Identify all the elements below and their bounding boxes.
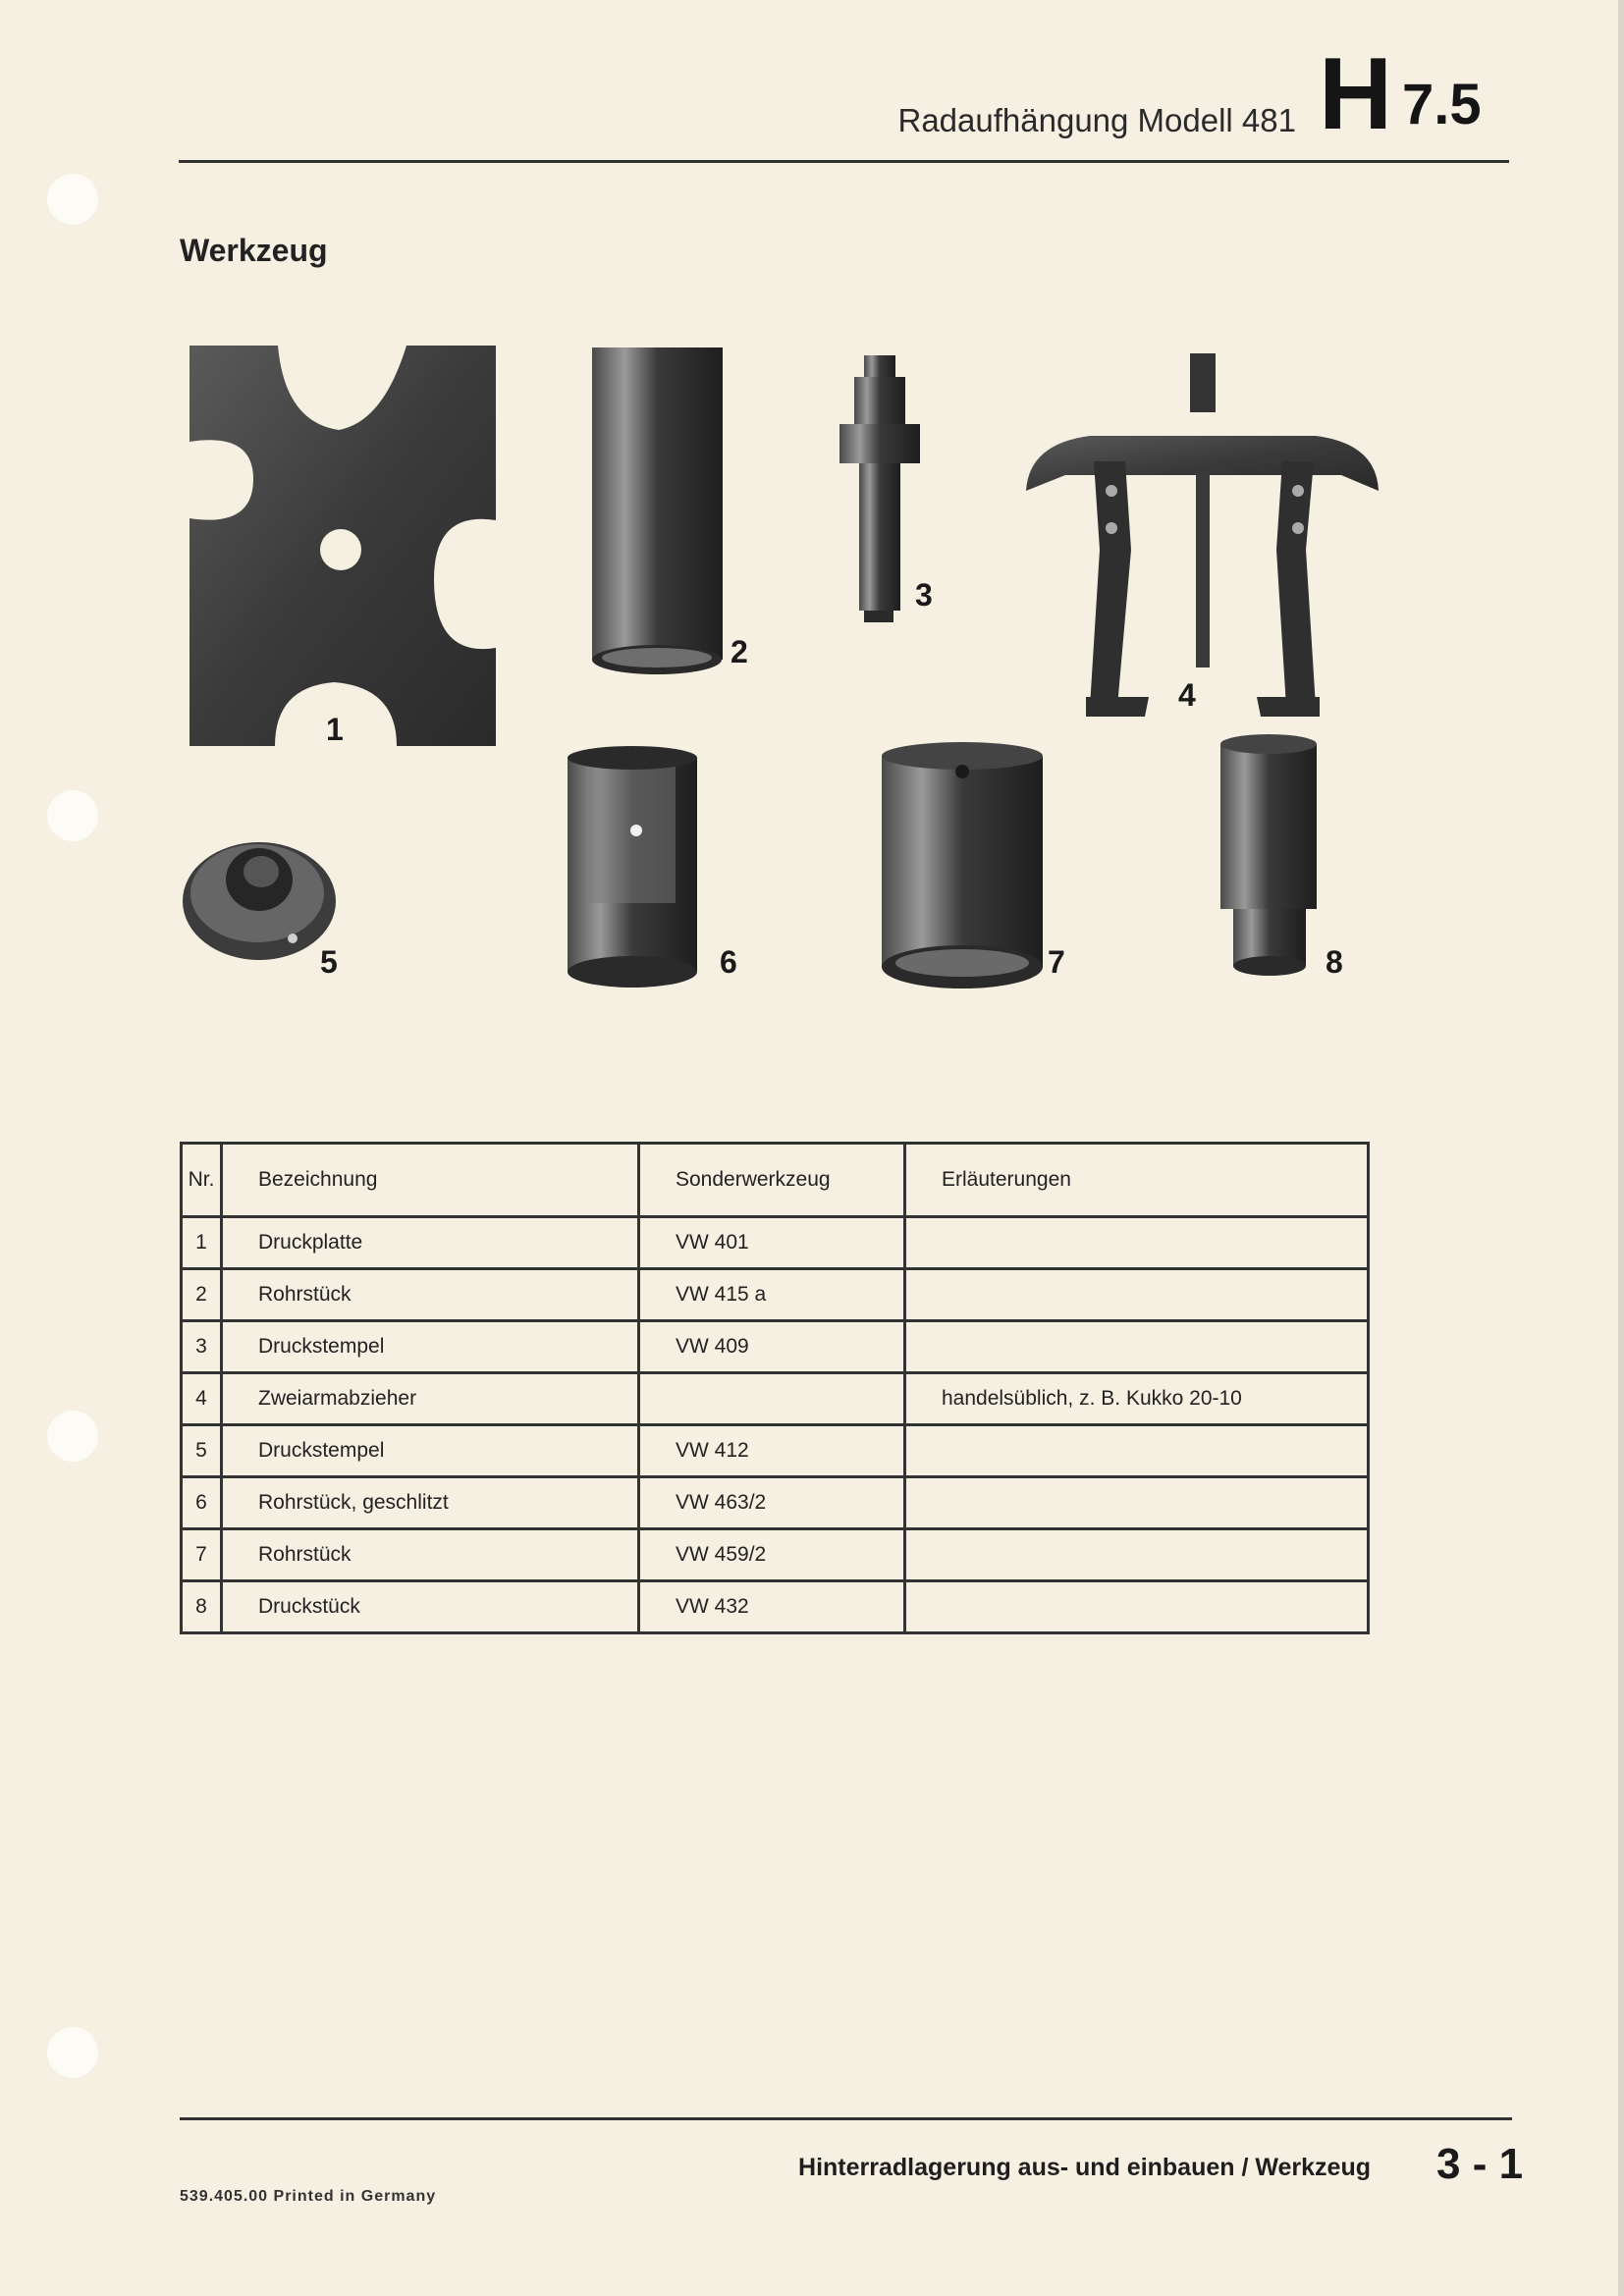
cell-sonderwerkzeug: VW 401 [639, 1217, 905, 1269]
cell-nr: 5 [182, 1425, 222, 1477]
cell-erlaeuterungen [905, 1217, 1369, 1269]
section-title: Werkzeug [180, 233, 328, 268]
tool-4-two-arm-puller [1026, 353, 1379, 717]
cell-sonderwerkzeug: VW 463/2 [639, 1477, 905, 1529]
punch-hole [47, 174, 98, 225]
cell-bezeichnung: Rohrstück [222, 1269, 639, 1321]
punch-hole [47, 790, 98, 841]
header-letter: H [1319, 37, 1393, 151]
cell-bezeichnung: Rohrstück [222, 1529, 639, 1581]
cell-erlaeuterungen [905, 1321, 1369, 1373]
punch-hole [47, 2027, 98, 2078]
cell-sonderwerkzeug: VW 459/2 [639, 1529, 905, 1581]
cell-nr: 4 [182, 1373, 222, 1425]
cell-erlaeuterungen [905, 1529, 1369, 1581]
tool-label-6: 6 [720, 944, 737, 980]
cell-bezeichnung: Druckstempel [222, 1425, 639, 1477]
cell-bezeichnung: Druckplatte [222, 1217, 639, 1269]
footer-title: Hinterradlagerung aus- und einbauen / Werkzeug [798, 2154, 1371, 2181]
cell-bezeichnung: Druckstück [222, 1581, 639, 1633]
tools-table [180, 1142, 1370, 1634]
cell-bezeichnung: Zweiarmabzieher [222, 1373, 639, 1425]
print-note: 539.405.00 Printed in Germany [180, 2188, 437, 2205]
table-row [182, 1373, 1369, 1425]
table-row [182, 1529, 1369, 1581]
cell-erlaeuterungen [905, 1581, 1369, 1633]
cell-sonderwerkzeug: VW 409 [639, 1321, 905, 1373]
punch-hole [47, 1411, 98, 1462]
tool-1-pressure-plate [189, 346, 496, 746]
table-row [182, 1425, 1369, 1477]
page-edge [1618, 0, 1624, 2296]
cell-erlaeuterungen: handelsüblich, z. B. Kukko 20-10 [905, 1373, 1369, 1425]
header-sonderwerkzeug: Sonderwerkzeug [639, 1144, 905, 1217]
cell-erlaeuterungen [905, 1269, 1369, 1321]
cell-nr: 2 [182, 1269, 222, 1321]
tool-7-tube [882, 742, 1043, 988]
cell-sonderwerkzeug: VW 432 [639, 1581, 905, 1633]
table-row [182, 1217, 1369, 1269]
table-row [182, 1321, 1369, 1373]
tool-8-pressure-piece [1220, 734, 1317, 976]
cell-sonderwerkzeug: VW 415 a [639, 1269, 905, 1321]
cell-nr: 1 [182, 1217, 222, 1269]
tool-label-8: 8 [1326, 944, 1343, 980]
tool-label-4: 4 [1178, 677, 1196, 713]
cell-sonderwerkzeug [639, 1373, 905, 1425]
table-row [182, 1269, 1369, 1321]
header-erlaeuterungen: Erläuterungen [905, 1144, 1369, 1217]
tool-label-1: 1 [326, 712, 344, 747]
tool-photographs [177, 334, 1394, 1001]
tool-5-punch [183, 842, 336, 960]
table-row [182, 1477, 1369, 1529]
cell-bezeichnung: Rohrstück, geschlitzt [222, 1477, 639, 1529]
table-header-row [182, 1144, 1369, 1217]
header-section-number: 7.5 [1402, 73, 1482, 136]
tool-label-7: 7 [1048, 944, 1065, 980]
page-number: 3 - 1 [1436, 2140, 1524, 2188]
header-nr: Nr. [182, 1144, 222, 1217]
cell-erlaeuterungen [905, 1477, 1369, 1529]
cell-nr: 3 [182, 1321, 222, 1373]
tool-3-punch [839, 355, 920, 622]
table-row [182, 1581, 1369, 1633]
cell-nr: 6 [182, 1477, 222, 1529]
tool-label-5: 5 [320, 944, 338, 980]
tool-label-2: 2 [731, 634, 748, 669]
header-bezeichnung: Bezeichnung [222, 1144, 639, 1217]
header-title: Radaufhängung Modell 481 [897, 102, 1296, 138]
cell-erlaeuterungen [905, 1425, 1369, 1477]
cell-sonderwerkzeug: VW 412 [639, 1425, 905, 1477]
tool-6-slotted-tube [568, 746, 697, 988]
cell-nr: 7 [182, 1529, 222, 1581]
tool-2-tube [592, 347, 723, 674]
tool-photos-figure [177, 334, 1394, 1001]
footer-rule [180, 2117, 1512, 2120]
cell-nr: 8 [182, 1581, 222, 1633]
tool-label-3: 3 [915, 577, 933, 613]
header-rule [179, 160, 1509, 163]
cell-bezeichnung: Druckstempel [222, 1321, 639, 1373]
